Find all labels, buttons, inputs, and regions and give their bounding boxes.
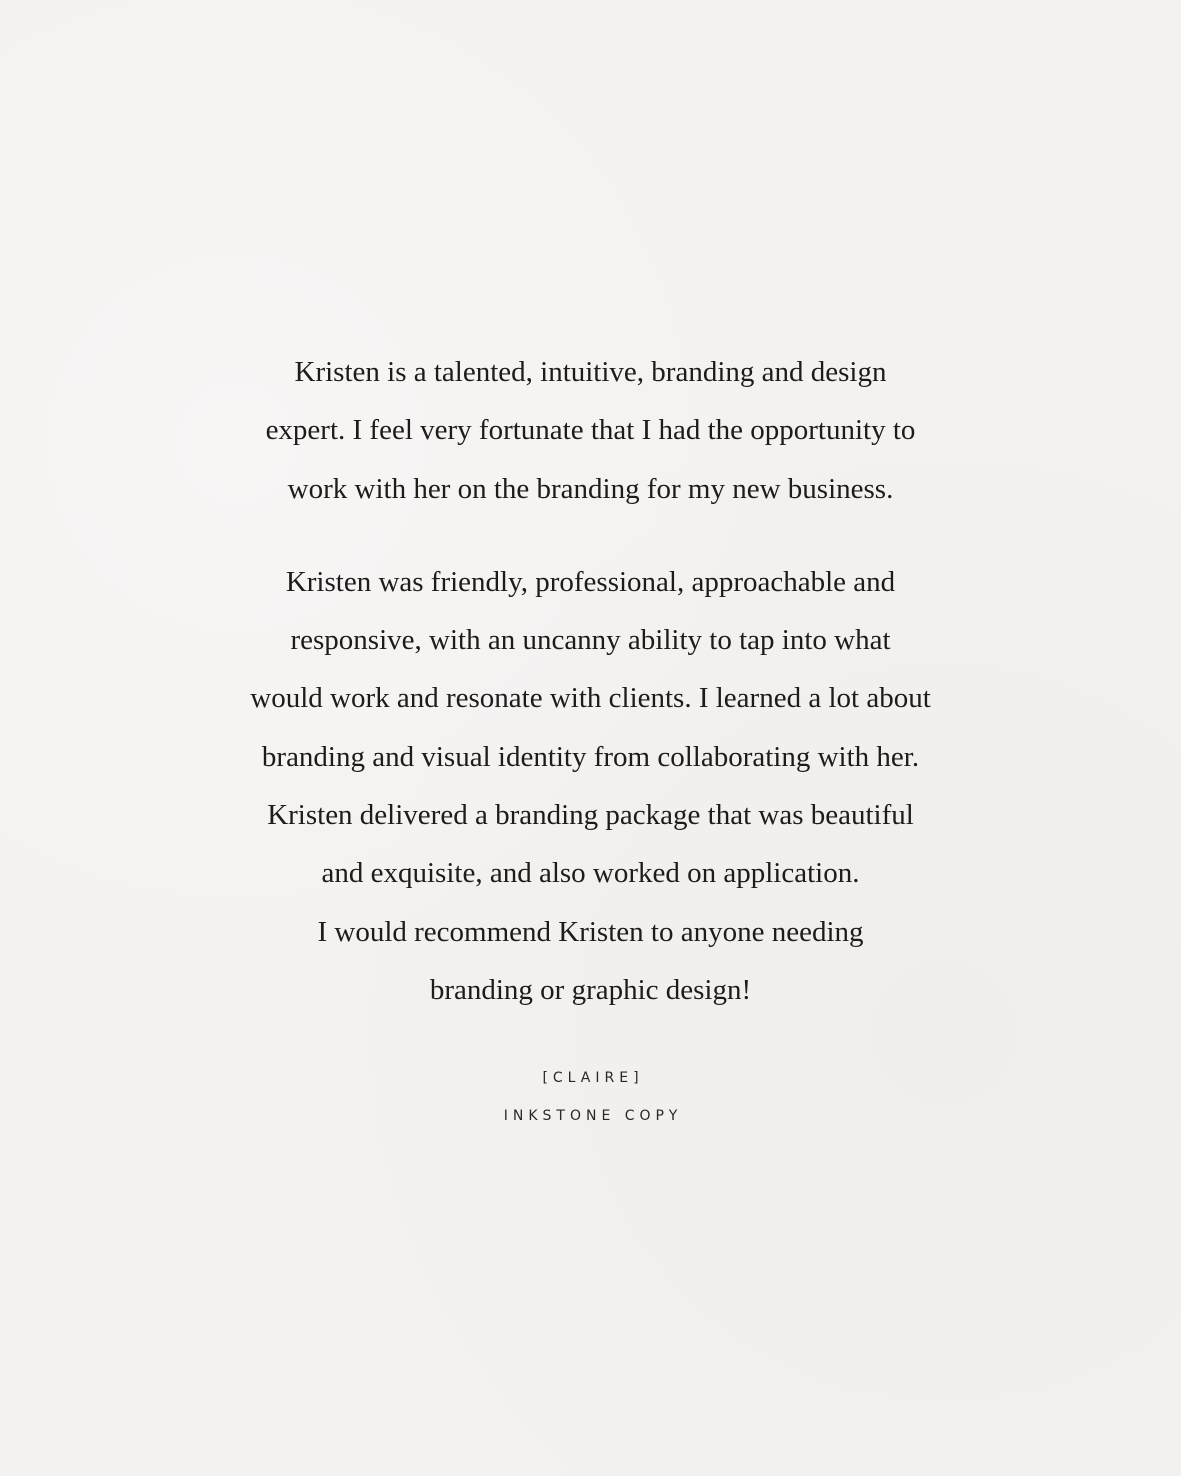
testimonial-line: branding and visual identity from collaborating with her. [261, 740, 920, 773]
testimonial-line: branding or graphic design! [429, 973, 752, 1006]
testimonial-line: and exquisite, and also worked on application. [321, 857, 860, 890]
testimonial-line: responsive, with an uncanny ability to tap into what [290, 624, 891, 657]
testimonial-line: I would recommend Kristen to anyone needing [317, 915, 864, 948]
testimonial-signature [0, 1064, 1181, 1140]
testimonial-line: would work and resonate with clients. I learned a lot about [250, 682, 931, 715]
testimonial-line: Kristen delivered a branding package that was beautiful [267, 799, 914, 832]
testimonial-line: expert. I feel very fortunate that I had the opportunity to [265, 414, 916, 447]
author-company: INKSTONE COPY [503, 1108, 683, 1124]
testimonial-line: Kristen is a talented, intuitive, branding and design [294, 356, 887, 388]
testimonial-line: Kristen was friendly, professional, approachable and [285, 565, 896, 598]
testimonial-text [0, 343, 1181, 1019]
author-name: [CLAIRE] [542, 1070, 644, 1086]
testimonial-paragraph-2 [0, 553, 1181, 1019]
testimonial-paragraph-1 [0, 343, 1181, 518]
testimonial-line: work with her on the branding for my new business. [287, 472, 894, 505]
